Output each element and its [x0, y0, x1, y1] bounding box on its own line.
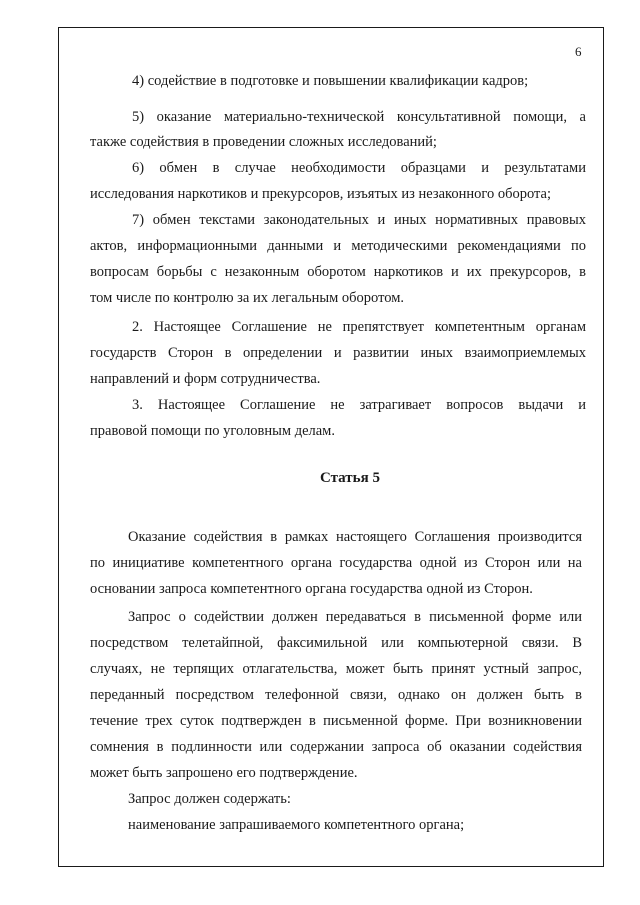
text-line: сомнения в подлинности или содержании запроса об оказании содействия — [90, 739, 582, 755]
text-line: посредством телетайпной, факсимильной или компьютерной связи. В — [90, 635, 582, 651]
text-line: переданный посредством телефонной связи, однако он должен быть в — [90, 687, 582, 703]
text-line: правовой помощи по уголовным делам. — [90, 423, 335, 439]
text-line: случаях, не терпящих отлагательства, может быть принят устный запрос, — [90, 661, 582, 677]
text-line: может быть запрошено его подтверждение. — [90, 765, 358, 781]
text-line: 3. Настоящее Соглашение не затрагивает вопросов выдачи и — [132, 397, 586, 413]
text-line: исследования наркотиков и прекурсоров, изъятых из незаконного оборота; — [90, 186, 551, 202]
text-line: вопросам борьбы с незаконным оборотом наркотиков и их прекурсоров, в — [90, 264, 586, 280]
text-line: 5) оказание материально-технической консультативной помощи, а — [132, 109, 586, 125]
text-line: актов, информационными данными и методическими рекомендациями по — [90, 238, 586, 254]
text-line: 2. Настоящее Соглашение не препятствует компетентным органам — [132, 319, 586, 335]
text-line: 7) обмен текстами законодательных и иных нормативных правовых — [132, 212, 586, 228]
text-line: наименование запрашиваемого компетентного органа; — [128, 817, 465, 833]
text-line: также содействия в проведении сложных исследований; — [90, 134, 437, 150]
text-line: том числе по контролю за их легальным оборотом. — [90, 290, 405, 306]
text-line: Запрос должен содержать: — [128, 791, 291, 807]
text-line: 6) обмен в случае необходимости образцами и результатами — [132, 160, 586, 176]
text-line: Запрос о содействии должен передаваться в письменной форме или — [128, 609, 582, 625]
text-line: по инициативе компетентного органа государства одной из Сторон или на — [90, 555, 582, 571]
text-line: основании запроса компетентного органа государства одной из Сторон. — [90, 581, 533, 597]
text-line: 4) содействие в подготовке и повышении квалификации кадров; — [132, 73, 529, 89]
text-line: направлений и форм сотрудничества. — [90, 371, 321, 387]
page-number: 6 — [575, 44, 582, 59]
text-line: течение трех суток подтвержден в письменной форме. При возникновении — [90, 713, 582, 729]
text-line: государств Сторон в определении и развитии иных взаимоприемлемых — [90, 345, 586, 361]
text-line: Оказание содействия в рамках настоящего Соглашения производится — [128, 529, 582, 545]
article-heading: Статья 5 — [320, 470, 380, 486]
